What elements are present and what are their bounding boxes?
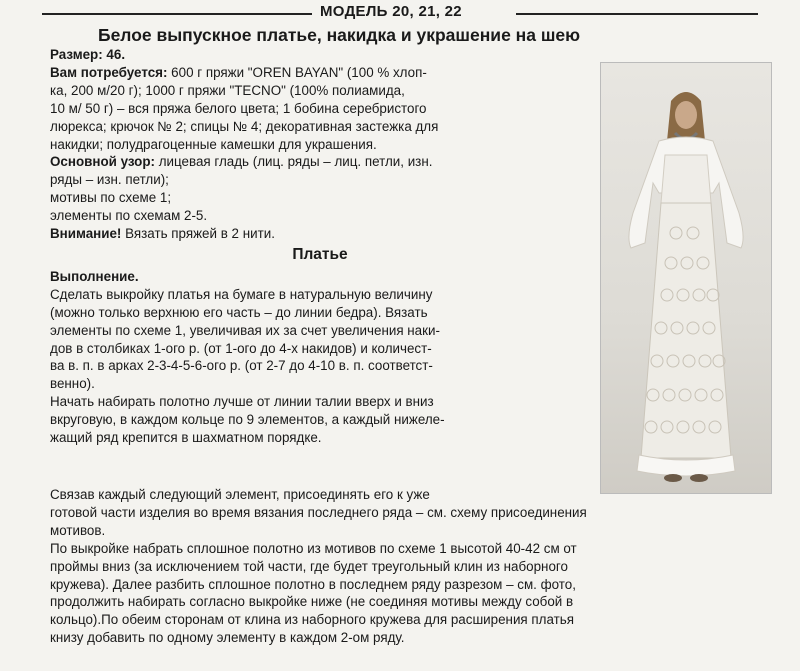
pattern-line-0 bbox=[50, 153, 590, 171]
body-line: вкруговую, в каждом кольце по 9 элементов, а каждый нижеле- bbox=[50, 412, 445, 428]
section-title: Платье bbox=[292, 245, 348, 263]
body-line: мотивов. bbox=[50, 522, 106, 538]
header-rule-left bbox=[42, 13, 312, 15]
materials-label: Вам потребуется: bbox=[50, 64, 168, 80]
attention-line bbox=[50, 225, 590, 243]
pattern-line: ряды – изн. петли); bbox=[50, 172, 169, 188]
body-line: (можно только верхнюю его часть – до линии бедра). Вязать bbox=[50, 304, 428, 320]
materials-line-0 bbox=[50, 64, 590, 82]
size-line bbox=[50, 46, 590, 64]
body-line: готовой части изделия во время вязания последнего ряда – см. схему присоединения bbox=[50, 504, 587, 520]
model-figure-illustration bbox=[601, 63, 771, 493]
body-line: жащий ряд крепится в шахматном порядке. bbox=[50, 430, 322, 446]
materials-line: накидки; полудрагоценные камешки для украшения. bbox=[50, 136, 377, 152]
body-line: венно). bbox=[50, 376, 95, 392]
pattern-line: элементы по схемам 2-5. bbox=[50, 208, 208, 224]
header-rule-right bbox=[516, 13, 758, 15]
body-line: элементы по схеме 1, увеличивая их за счет увеличения наки- bbox=[50, 322, 440, 338]
body-line: Начать набирать полотно лучше от линии талии вверх и вниз bbox=[50, 394, 434, 410]
pattern-line: мотивы по схеме 1; bbox=[50, 190, 172, 206]
execution-label: Выполнение. bbox=[50, 268, 139, 284]
body-line: кружева). Далее разбить сплошное полотно в последнем ряду разрезом – см. фото, bbox=[50, 576, 576, 592]
pattern-text: лицевая гладь (лиц. ряды – лиц. петли, изн. bbox=[158, 154, 433, 170]
text-column bbox=[50, 46, 590, 447]
body-line: ва в. п. в арках 2-3-4-5-6-ого р. (от 2-7 до 4-10 в. п. соответст- bbox=[50, 358, 433, 374]
model-number: МОДЕЛЬ 20, 21, 22 bbox=[320, 3, 462, 20]
body-line: Связав каждый следующий элемент, присоединять его к уже bbox=[50, 487, 430, 502]
page-title: Белое выпускное платье, накидка и украшение на шею bbox=[98, 25, 581, 45]
attention-label: Внимание! bbox=[50, 226, 122, 242]
materials-line: 10 м/ 50 г) – вся пряжа белого цвета; 1 бобина серебристого bbox=[50, 100, 427, 116]
materials-line: ка, 200 м/20 г); 1000 г пряжи "TECNO" (100% полиамида, bbox=[50, 82, 405, 98]
body-line: кольцо).По обеим сторонам от клина из наборного кружева для расширения платья bbox=[50, 612, 574, 628]
size-value: 46. bbox=[106, 47, 126, 62]
body-line: проймы вниз (за исключением той части, где будет треугольный клин из наборного bbox=[50, 558, 568, 574]
materials-line: люрекса; крючок № 2; спицы № 4; декоративная застежка для bbox=[50, 118, 439, 134]
size-label: Размер: bbox=[50, 47, 103, 62]
wide-text-block bbox=[50, 486, 768, 647]
body-line: дов в столбиках 1-ого р. (от 1-ого до 4-х накидов) и количест- bbox=[50, 340, 432, 356]
pattern-label: Основной узор: bbox=[50, 154, 155, 170]
attention-text: Вязать пряжей в 2 нити. bbox=[125, 226, 275, 242]
model-photo bbox=[600, 62, 772, 494]
body-line: По выкройке набрать сплошное полотно из мотивов по схеме 1 высотой 40-42 см от bbox=[50, 540, 577, 556]
body-line: книзу добавить по одному элементу в каждом 2-ом ряду. bbox=[50, 630, 405, 646]
materials-text: 600 г пряжи "OREN BAYAN" (100 % хлоп- bbox=[171, 64, 427, 80]
body-line: Сделать выкройку платья на бумаге в натуральную величину bbox=[50, 286, 433, 302]
body-line: продолжить набирать согласно выкройке ниже (не соединяя мотивы между собой в bbox=[50, 594, 574, 610]
